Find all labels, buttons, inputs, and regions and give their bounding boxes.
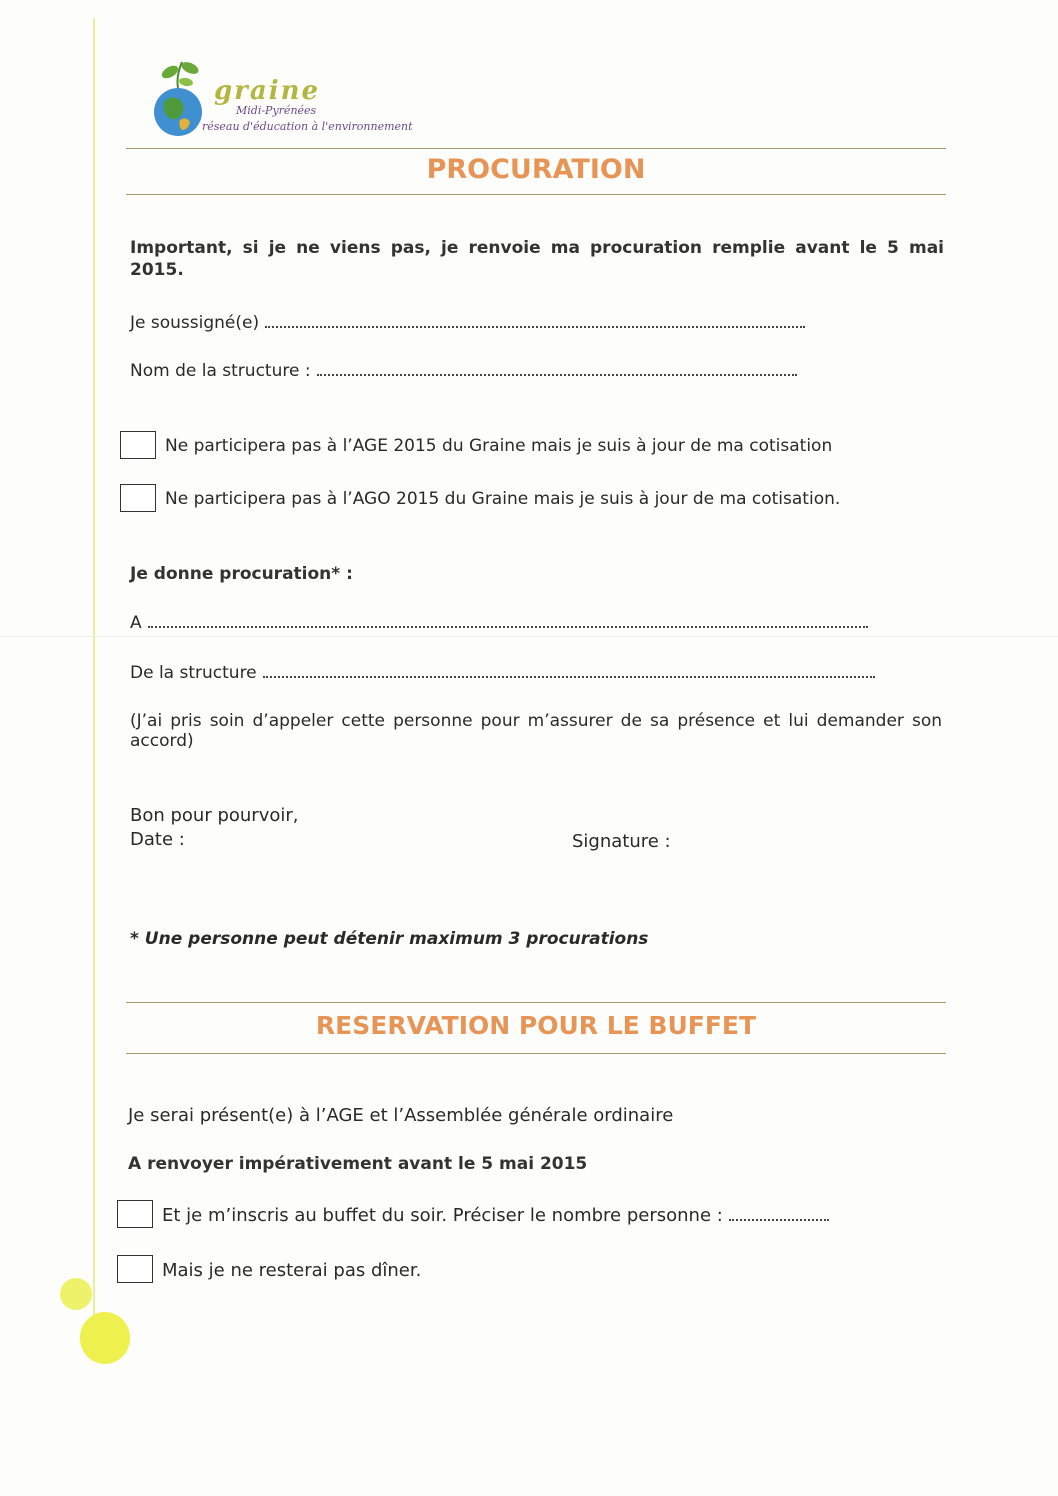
donne-procuration-label: Je donne procuration* : bbox=[130, 564, 353, 584]
de-structure-field[interactable] bbox=[130, 662, 875, 684]
structure-dotted-line bbox=[317, 360, 797, 376]
age-option-label: Ne participera pas à l’AGE 2015 du Graine mais je suis à jour de ma cotisation bbox=[165, 436, 833, 456]
important-notice-line1: Important, si je ne viens pas, je renvoie ma procuration remplie avant le 5 mai bbox=[130, 238, 944, 258]
title-rule-bottom bbox=[126, 194, 946, 195]
logo-tagline: réseau d'éducation à l'environnement bbox=[202, 120, 413, 133]
soussigne-dotted-line bbox=[265, 312, 805, 328]
important-notice-line2: 2015. bbox=[130, 260, 184, 280]
ago-option-label: Ne participera pas à l’AGO 2015 du Graine mais je suis à jour de ma cotisation. bbox=[165, 489, 841, 509]
a-dotted-line bbox=[148, 612, 868, 628]
date-label[interactable]: Date : bbox=[130, 829, 185, 850]
note-line2: accord) bbox=[130, 731, 194, 751]
graine-logo bbox=[148, 58, 438, 144]
signature-label[interactable]: Signature : bbox=[572, 831, 671, 852]
a-field[interactable] bbox=[130, 612, 868, 634]
de-structure-label: De la structure bbox=[130, 663, 257, 683]
a-label: A bbox=[130, 613, 142, 633]
footnote: * Une personne peut détenir maximum 3 procurations bbox=[130, 929, 649, 949]
soussigne-label: Je soussigné(e) bbox=[130, 313, 260, 333]
buffet-rule-top bbox=[126, 1002, 946, 1003]
decorative-dot-small bbox=[60, 1278, 92, 1310]
no-dinner-label: Mais je ne resterai pas dîner. bbox=[162, 1260, 422, 1281]
fold-line bbox=[0, 636, 1058, 637]
present-line: Je serai présent(e) à l’AGE et l’Assemblée générale ordinaire bbox=[128, 1105, 674, 1126]
nombre-personne-dotted-line bbox=[729, 1205, 829, 1221]
buffet-title: RESERVATION POUR LE BUFFET bbox=[315, 1011, 757, 1040]
age-checkbox[interactable] bbox=[120, 431, 156, 459]
margin-line bbox=[93, 18, 95, 1338]
renvoyer-line: A renvoyer impérativement avant le 5 mai 2015 bbox=[128, 1154, 588, 1174]
decorative-dot-large bbox=[80, 1312, 130, 1364]
soussigne-field[interactable] bbox=[130, 312, 805, 334]
note-line1: (J’ai pris soin d’appeler cette personne pour m’assurer de sa présence et lui demander son bbox=[130, 711, 942, 731]
buffet-inscription-checkbox[interactable] bbox=[117, 1200, 153, 1228]
buffet-inscription-label: Et je m’inscris au buffet du soir. Préciser le nombre personne : bbox=[162, 1205, 723, 1226]
structure-field[interactable] bbox=[130, 360, 797, 382]
buffet-inscription-field[interactable] bbox=[162, 1205, 829, 1226]
procuration-title: PROCURATION bbox=[426, 154, 646, 185]
structure-label: Nom de la structure : bbox=[130, 361, 311, 381]
no-dinner-checkbox[interactable] bbox=[117, 1255, 153, 1283]
title-rule-top bbox=[126, 148, 946, 149]
logo-wordmark: graine bbox=[214, 76, 321, 106]
buffet-rule-bottom bbox=[126, 1053, 946, 1054]
bon-pour-label: Bon pour pourvoir, bbox=[130, 805, 299, 826]
ago-checkbox[interactable] bbox=[120, 484, 156, 512]
logo-region: Midi-Pyrénées bbox=[236, 104, 317, 117]
de-structure-dotted-line bbox=[263, 662, 875, 678]
